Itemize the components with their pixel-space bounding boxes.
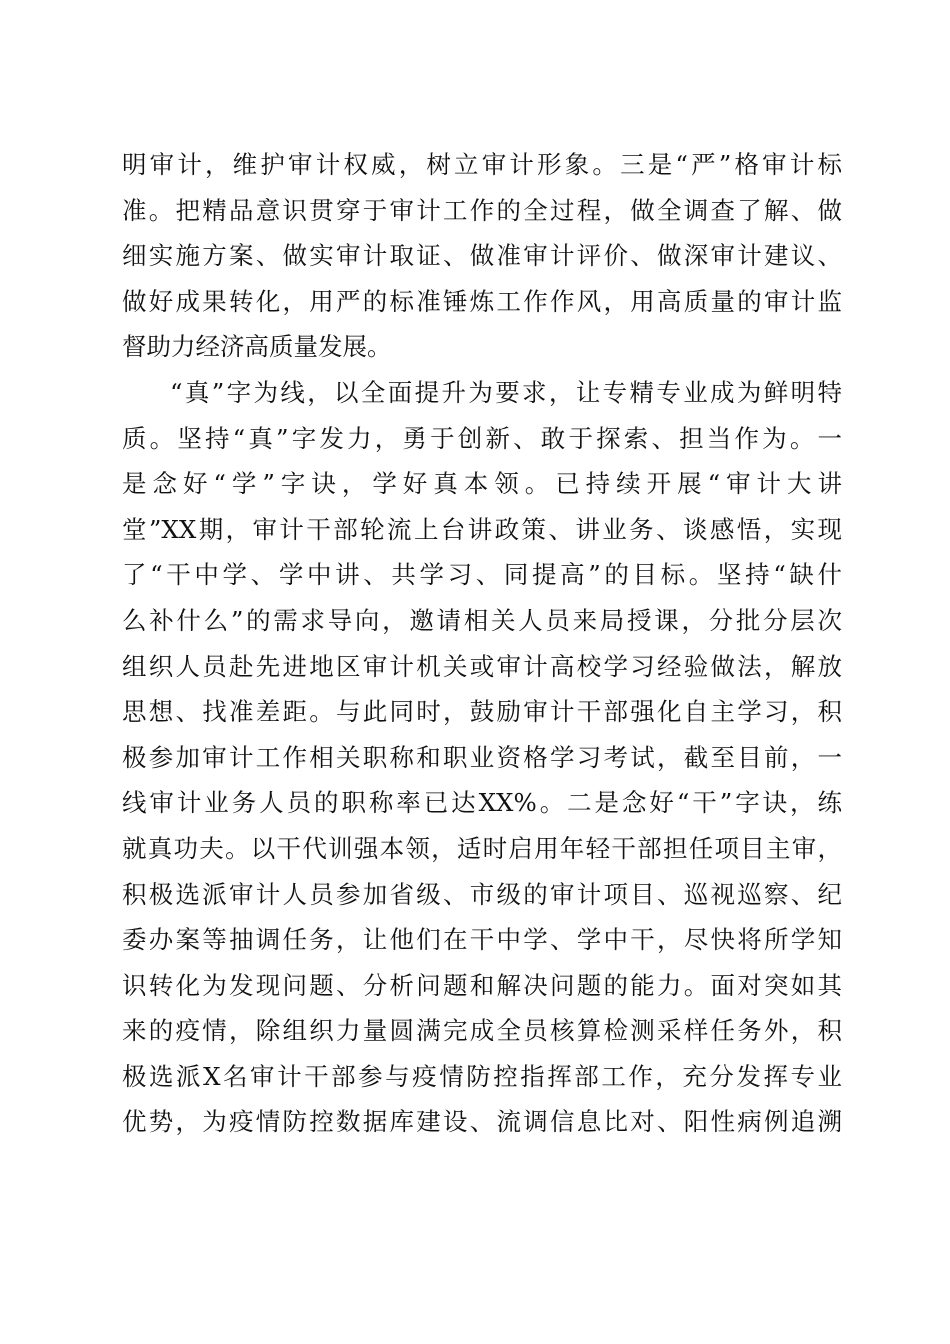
text-line: 积极选派审计人员参加省级、市级的审计项目、巡视巡察、纪 [122,879,842,909]
text-line: 来的疫情，除组织力量圆满完成全员核算检测采样任务外，积 [122,1016,842,1046]
text-line: 么补什么”的需求导向，邀请相关人员来局授课，分批分层次 [122,605,842,635]
text-line: 质。坚持“真”字发力，勇于创新、敢于探索、担当作为。一 [122,423,842,453]
text-line: 是念好“学”字诀，学好真本领。已持续开展“审计大讲 [122,469,842,499]
text-line: 线审计业务人员的职称率已达XX%。二是念好“干”字诀，练 [122,788,842,818]
text-line: 优势，为疫情防控数据库建设、流调信息比对、阳性病例追溯 [122,1107,842,1137]
paragraph-first-line: “真”字为线，以全面提升为要求，让专精专业成为鲜明特 [170,377,842,407]
text-line: 督助力经济高质量发展。 [122,332,392,362]
text-line: 组织人员赴先进地区审计机关或审计高校学习经验做法，解放 [122,651,842,681]
text-line: 就真功夫。以干代训强本领，适时启用年轻干部担任项目主审， [122,833,842,863]
text-line: 思想、找准差距。与此同时，鼓励审计干部强化自主学习，积 [122,697,842,727]
text-line: 细实施方案、做实审计取证、做准审计评价、做深审计建议、 [122,241,842,271]
text-line: 委办案等抽调任务，让他们在干中学、学中干，尽快将所学知 [122,925,842,955]
text-line: 做好成果转化，用严的标准锤炼工作作风，用高质量的审计监 [122,286,842,316]
text-line: 极参加审计工作相关职称和职业资格学习考试，截至目前，一 [122,742,842,772]
text-line: 准。把精品意识贯穿于审计工作的全过程，做全调查了解、做 [122,195,842,225]
text-line: 了“干中学、学中讲、共学习、同提高”的目标。坚持“缺什 [122,560,842,590]
text-line: 明审计，维护审计权威，树立审计形象。三是“严”格审计标 [122,150,842,179]
text-line: 极选派X名审计干部参与疫情防控指挥部工作，充分发挥专业 [122,1061,842,1091]
text-line: 识转化为发现问题、分析问题和解决问题的能力。面对突如其 [122,970,842,1000]
text-line: 堂”XX期，审计干部轮流上台讲政策、讲业务、谈感悟，实现 [122,514,842,544]
body-text [122,142,842,1145]
